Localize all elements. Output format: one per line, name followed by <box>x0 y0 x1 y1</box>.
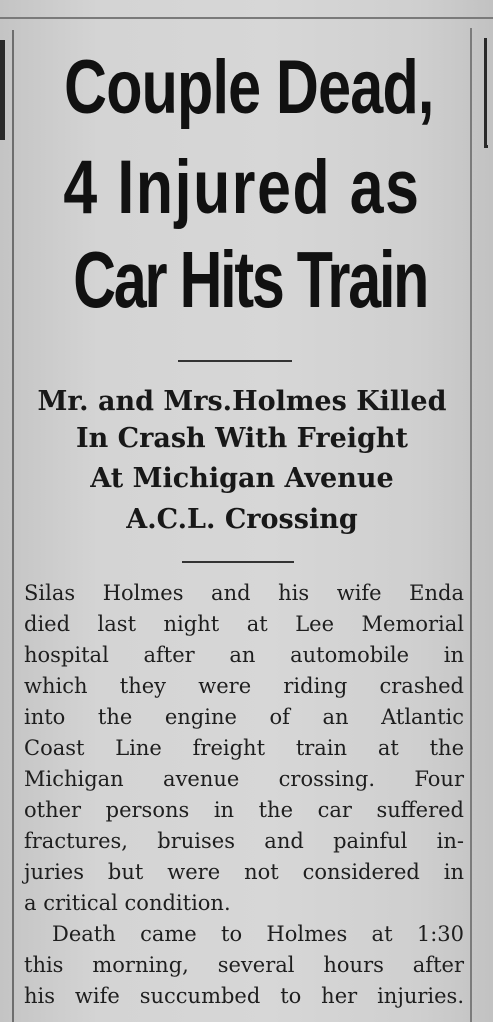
deck-line-3: At Michigan Avenue <box>90 463 394 494</box>
article-line: other persons in the car suffered <box>24 798 464 822</box>
article-line: juries but were not considered in <box>24 860 464 884</box>
deck-line-1: Mr. and Mrs.Holmes Killed <box>37 386 447 417</box>
article-line: hospital after an automobile in <box>24 643 464 667</box>
deck-line-2: In Crash With Freight <box>75 423 409 454</box>
right-column-rule <box>470 28 472 1022</box>
article-line: Coast Line freight train at the <box>24 736 464 760</box>
top-column-rule <box>0 17 493 19</box>
deck-divider <box>182 561 294 563</box>
article-line: a critical condition. <box>24 891 231 915</box>
deck-line-4: A.C.L. Crossing <box>126 504 358 535</box>
article-line: his wife succumbed to her injuries. <box>24 984 464 1008</box>
article-line: into the engine of an Atlantic <box>24 705 464 729</box>
article-line: Silas Holmes and his wife Enda <box>24 581 464 605</box>
headline-line-3: Car Hits Train <box>73 235 428 324</box>
article-line: fractures, bruises and painful in- <box>24 829 464 853</box>
headline-divider <box>178 360 292 362</box>
article-line: this morning, several hours after <box>24 953 464 977</box>
article-line: died last night at Lee Memorial <box>24 612 464 636</box>
adjacent-column-edge-right <box>484 38 488 148</box>
headline-line-2: 4 Injured as <box>63 145 421 230</box>
article-line: Michigan avenue crossing. Four <box>24 767 464 791</box>
adjacent-column-edge-left <box>0 40 5 140</box>
headline-line-1: Couple Dead, <box>64 45 434 130</box>
article-line: which they were riding crashed <box>24 674 464 698</box>
article-line: Death came to Holmes at 1:30 <box>52 922 464 946</box>
